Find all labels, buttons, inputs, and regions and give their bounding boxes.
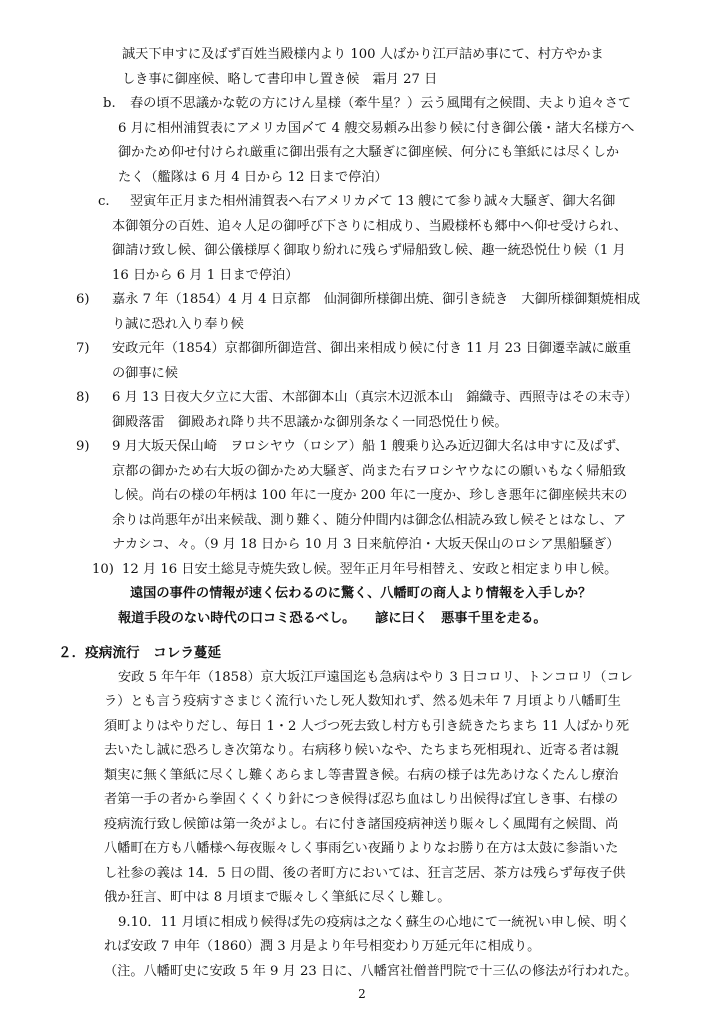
item-label: 6) <box>76 292 90 307</box>
item-label: 7) <box>76 341 90 356</box>
body-text-line: 9 月大坂天保山崎 ヲロシヤウ（ロシア）船 1 艘乗り込み近辺御大名は申すに及ばず、 <box>112 439 629 454</box>
body-text-line: ナカシコ、々。（9 月 18 日から 10 月 3 日来航停泊・大坂天保山のロシア黒船騒ぎ） <box>112 537 620 552</box>
footnote-line: （注。八幡町史に安政 5 年 9 月 23 日に、八幡宮社僧普門院で十三仏の修法が行われた。 <box>104 963 638 979</box>
body-text-line: 12 月 16 日安土総見寺焼失致し候。翌年正月年号相替え、安政と相定まり申し候。 <box>122 561 618 577</box>
body-text-line: の御事に候 <box>112 365 178 381</box>
body-text-line: 誠天下申すに及ばず百姓当殿様内より 100 人ばかり江戸詰め事にて、村方やかま <box>122 47 604 62</box>
body-text-line: 春の頃不思議かな乾の方にけん星様（牽牛星？）云う風聞有之候間、夫より追々さて <box>130 96 632 111</box>
body-text-line: たく（艦隊は 6 月 4 日から 12 日まで停泊） <box>118 169 388 185</box>
page-number: 2 <box>358 986 366 1001</box>
commentary-line: 遠国の事件の情報が速く伝わるのに驚く、八幡町の商人より情報を入手しか？ <box>130 586 592 601</box>
body-text-line: 京都の御かため右大坂の御かため大騒ぎ、尚また右ヲロシヤウなにの願いもなく帰船致 <box>112 463 626 479</box>
item-label: 8) <box>76 390 90 405</box>
body-text-line: 去いたし誠に恐ろしき次第なり。右病移り候いなや、たちまち死相現れ、近寄る者は親 <box>104 743 619 758</box>
body-text-line: れば安政 7 申年（1860）潤 3 月是より年号相変わり万延元年に相成り。 <box>104 939 541 954</box>
body-text-line: 翌寅年正月また相州浦賀表へ右アメリカ〆て 13 艘にて参り誠々大騒ぎ、御大名御 <box>130 194 616 209</box>
body-text-line: しき事に御座候、略して書印申し置き候 霜月 27 日 <box>122 71 438 87</box>
body-text-line: り誠に恐れ入り奉り候 <box>112 316 244 332</box>
item-label: 10) <box>92 561 114 577</box>
body-text-line: 安政元年（1854）京都御所御造営、御出来相成り候に付き 11 月 23 日御遷幸誠に厳重 <box>112 341 632 356</box>
commentary-line: 報道手段のない時代の口コミ恐るべし。 諺に曰く 悪事千里を走る。 <box>118 610 547 626</box>
body-text-line: 須町よりはやりだし、毎日 1・2 人づつ死去致し村方も引き続きたちまち 11 人ばかり死 <box>104 718 630 734</box>
item-label: 9) <box>76 439 90 454</box>
section-heading: ２．疫病流行 コレラ蔓延 <box>58 645 222 661</box>
body-text-line: 御かため仰せ付けられ厳重に御出張有之大騒ぎに御座候、何分にも筆紙には尽くしか <box>118 145 620 160</box>
body-text-line: 6 月に相州浦賀表にアメリカ国〆て 4 艘交易頼み出参り候に付き御公儀・諸大名様方へ <box>118 120 635 136</box>
body-text-line: し候。尚右の様の年柄は 100 年に一度か 200 年に一度か、珍しき悪年に御座候共末の <box>112 488 628 503</box>
item-label: c. <box>98 194 110 209</box>
body-text-line: 御殿落雷 御殿あれ降り共不思議かな御別条なく一同恐悦仕り候。 <box>112 414 508 430</box>
body-text-line: ラ）とも言う疫病すさまじく流行いたし死人数知れず、然る処未年 7 月頃より八幡町生 <box>104 694 621 709</box>
body-text-line: 9.10．11 月頃に相成り候得ば先の疫病は之なく蘇生の心地にて一統祝い申し候、明く <box>118 914 630 930</box>
body-text-line: 16 日から 6 月 1 日まで停泊） <box>112 267 299 283</box>
item-label: b. <box>103 96 116 111</box>
body-text-line: 者第一手の者から拳固くくくり針につき候得ば忍ち血はしり出候得ば宜しき事、右様の <box>104 792 619 807</box>
body-text-line: 俄か狂言、町中は 8 月頃まで賑々しく筆紙に尽くし難し。 <box>104 890 451 905</box>
body-text-line: 余りは尚悪年が出来候哉、測り難く、随分仲間内は御念仏相読み致し候そとはなし、ア <box>112 512 627 528</box>
body-text-line: 嘉永 7 年（1854）4 月 4 日京都 仙洞御所様御出焼、御引き続き 大御所様御類焼相成 <box>112 292 641 307</box>
body-text-line: 八幡町在方も八幡様へ毎夜賑々しく事雨乞い夜踊りよりなお勝り在方は太鼓に参詣いた <box>104 841 619 856</box>
body-text-line: 安政 5 年午年（1858）京大坂江戸遠国迄も急病はやり 3 日コロリ、トンコロリ（コレ <box>118 669 633 685</box>
body-text-line: 疫病流行致し候節は第一灸がよし。右に付き諸国疫病神送り賑々しく風聞有之候間、尚 <box>104 816 619 832</box>
body-text-line: 御請け致し候、御公儀様厚く御取り紛れに残らず帰船致し候、趣一統恐悦仕り候（1 月 <box>112 243 626 258</box>
body-text-line: 本御領分の百姓、追々人足の御呼び下さりに相成り、当殿様杯も郷中へ仰せ受けられ、 <box>112 218 628 234</box>
body-text-line: 類実に無く筆紙に尽くし難くあらまし等書置き候。右病の様子は先あけなくたんし療治 <box>104 767 619 783</box>
body-text-line: し社参の義は 14．5 日の間、後の者町方においては、狂言芝居、茶方は残らず毎夜子供 <box>104 865 626 881</box>
body-text-line: 6 月 13 日夜大夕立に大雷、木部御本山（真宗木辺派本山 錦織寺、西照寺はその末寺） <box>112 390 638 405</box>
